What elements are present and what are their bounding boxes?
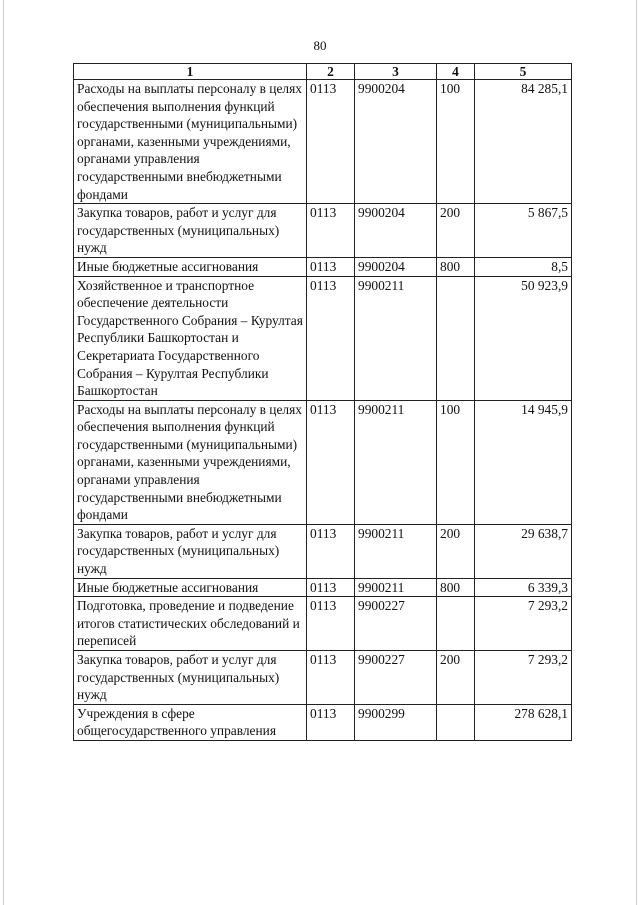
row-article: 9900204 bbox=[355, 204, 437, 258]
table-row bbox=[74, 204, 572, 258]
row-group: 200 bbox=[437, 524, 475, 578]
header-col-1: 1 bbox=[74, 64, 307, 80]
table-body bbox=[74, 80, 572, 741]
table-row bbox=[74, 651, 572, 705]
table-row bbox=[74, 524, 572, 578]
row-section: 0113 bbox=[307, 651, 355, 705]
row-name: Учреждения в сфере общегосударственного управления bbox=[74, 704, 307, 740]
row-name: Закупка товаров, работ и услуг для государственных (муниципальных) нужд bbox=[74, 524, 307, 578]
row-group bbox=[437, 276, 475, 400]
table-row bbox=[74, 276, 572, 400]
row-section: 0113 bbox=[307, 257, 355, 276]
row-article: 9900204 bbox=[355, 257, 437, 276]
table-row bbox=[74, 257, 572, 276]
row-article: 9900211 bbox=[355, 276, 437, 400]
row-group: 100 bbox=[437, 400, 475, 524]
row-group: 200 bbox=[437, 651, 475, 705]
row-name: Закупка товаров, работ и услуг для государственных (муниципальных) нужд bbox=[74, 204, 307, 258]
row-name: Закупка товаров, работ и услуг для государственных (муниципальных) нужд bbox=[74, 651, 307, 705]
scan-edge-right bbox=[636, 0, 637, 905]
budget-table bbox=[73, 63, 572, 741]
row-section: 0113 bbox=[307, 704, 355, 740]
page-number: 80 bbox=[313, 38, 327, 53]
row-amount: 8,5 bbox=[475, 257, 572, 276]
row-section: 0113 bbox=[307, 276, 355, 400]
table-row bbox=[74, 400, 572, 524]
row-article: 9900227 bbox=[355, 597, 437, 651]
row-group bbox=[437, 597, 475, 651]
row-amount: 7 293,2 bbox=[475, 597, 572, 651]
row-name: Хозяйственное и транспортное обеспечение деятельности Государственного Собрания – Курултая Республики Башкортостан и Секретариата Государственного Собрания – Курултая Республики Башкортостан bbox=[74, 276, 307, 400]
row-group: 800 bbox=[437, 257, 475, 276]
row-name: Иные бюджетные ассигнования bbox=[74, 578, 307, 597]
header-row bbox=[74, 64, 572, 80]
row-group bbox=[437, 704, 475, 740]
row-amount: 84 285,1 bbox=[475, 80, 572, 204]
row-article: 9900211 bbox=[355, 400, 437, 524]
row-amount: 6 339,3 bbox=[475, 578, 572, 597]
row-section: 0113 bbox=[307, 80, 355, 204]
row-name: Расходы на выплаты персоналу в целях обеспечения выполнения функций государственными (муниципальными) органами, казенными учреждениями, органами управления государственными внебюджетными фондами bbox=[74, 80, 307, 204]
row-section: 0113 bbox=[307, 204, 355, 258]
header-col-4: 4 bbox=[437, 64, 475, 80]
table-row bbox=[74, 80, 572, 204]
row-amount: 50 923,9 bbox=[475, 276, 572, 400]
row-group: 800 bbox=[437, 578, 475, 597]
header-col-5: 5 bbox=[475, 64, 572, 80]
row-amount: 278 628,1 bbox=[475, 704, 572, 740]
row-article: 9900227 bbox=[355, 651, 437, 705]
scan-edge-left bbox=[3, 0, 4, 905]
row-name: Расходы на выплаты персоналу в целях обеспечения выполнения функций государственными (муниципальными) органами, казенными учреждениями, органами управления государственными внебюджетными фондами bbox=[74, 400, 307, 524]
row-group: 200 bbox=[437, 204, 475, 258]
header-col-3: 3 bbox=[355, 64, 437, 80]
row-name: Подготовка, проведение и подведение итогов статистических обследований и переписей bbox=[74, 597, 307, 651]
table-row bbox=[74, 578, 572, 597]
row-amount: 7 293,2 bbox=[475, 651, 572, 705]
row-article: 9900204 bbox=[355, 80, 437, 204]
row-group: 100 bbox=[437, 80, 475, 204]
row-section: 0113 bbox=[307, 578, 355, 597]
row-section: 0113 bbox=[307, 597, 355, 651]
table-row bbox=[74, 597, 572, 651]
header-col-2: 2 bbox=[307, 64, 355, 80]
row-section: 0113 bbox=[307, 400, 355, 524]
row-article: 9900211 bbox=[355, 578, 437, 597]
row-article: 9900299 bbox=[355, 704, 437, 740]
row-amount: 29 638,7 bbox=[475, 524, 572, 578]
row-section: 0113 bbox=[307, 524, 355, 578]
table-row bbox=[74, 704, 572, 740]
row-article: 9900211 bbox=[355, 524, 437, 578]
row-amount: 14 945,9 bbox=[475, 400, 572, 524]
row-amount: 5 867,5 bbox=[475, 204, 572, 258]
row-name: Иные бюджетные ассигнования bbox=[74, 257, 307, 276]
